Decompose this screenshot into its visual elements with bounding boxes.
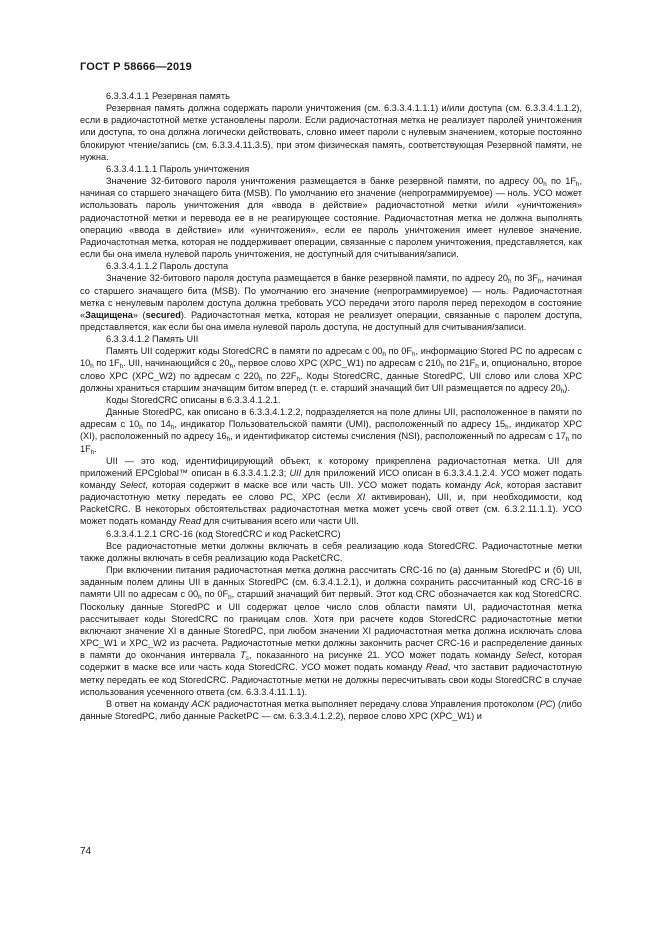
text-run: , и идентификатор системы счисления (NSI), расположенный по адресам с 17 — [230, 431, 566, 442]
text-run: по 0F — [385, 346, 412, 357]
text-run: и, опционально, второе слово XPC (XPC_W2) по адресам с 220 — [80, 358, 582, 381]
text-run: Select — [515, 650, 542, 661]
text-run: h — [139, 424, 143, 432]
text-run: UII — [289, 467, 302, 478]
text-run: h — [440, 363, 445, 371]
text-run: Все радиочастотные метки должны включать в себя реализацию кода StoredCRC. Радиочастотные метки также должны включать в себя реализацию кода PacketCRC. — [80, 540, 582, 563]
text-run: активирован), UII, и, при необходимости, код PacketCRC. В некоторых обстоятельствах радиочастотная метка может усечь свой ответ (см. 6.3.2.11.1.1). УСО может подать команду — [80, 492, 582, 527]
heading-crc16 — [80, 528, 582, 540]
text-run: h — [228, 594, 232, 602]
body-text — [80, 90, 582, 722]
heading-reserve-memory — [80, 90, 582, 102]
text-run: h — [170, 424, 175, 432]
paragraph — [80, 540, 582, 564]
text-run: » ( — [132, 309, 146, 320]
text-run: , старший значащий бит первый. Этот код CRC обозначается как код StoredCRC. Поскольку данные StoredPC и UII содержат целое число слов области памяти UI, радиочастотная метка рассчитывает коды StoredCRC по границам слов. Хотя при расчете кодов StoredCRC радиочастотные метки включают значение XI в данные StoredPC, при любом значении XI радиочастотная метка должна исключать слова XPC_W1 и XPC_W2 из расчета. Радиочастотные метки должны закончить расчет CRC-16 и распределение данных в памяти до окончания интервала — [80, 589, 582, 661]
text-run: по 22F — [262, 370, 297, 381]
text-run: h — [90, 448, 95, 456]
text-run: h — [475, 363, 479, 371]
text-run: 6.3.3.4.1.2.1 CRC-16 (код StoredCRC и код PacketCRC) — [106, 528, 341, 539]
paragraph — [80, 455, 582, 528]
text-run: , начиная со старшего значащего бита (MSB). По умолчанию его значение (непрограммируемое) — ноль. УСО может использовать пароль уничтожения для «ввода в действие» радиочастотной метки и/или «уничтожения» радиочастотной метки и перевода ее в не реагирующее состояние. Радиочастотная метка не должна выполнять операцию «ввода в действие» или «уничтожения», если ее пароль уничтожения имеет нулевое значение. Радиочастотная метка, которая не поддерживает операции, связанные с паролем уничтожения, представляется, как если бы она имела нулевой пароль уничтожения, не доступный для считывания/записи. — [80, 176, 582, 260]
paragraph — [80, 564, 582, 698]
text-run: . Коды StoredCRC, данные StoredPC, UII слово или слова XPC должны храниться старшим значащим битом вперед (т. е. старший значащий бит UII размещается по адресу 20 — [80, 370, 582, 393]
paragraph — [80, 394, 582, 406]
text-run: h — [565, 436, 570, 444]
text-run: по 21F — [444, 358, 476, 369]
text-run: , информацию Stored PC по адресам с 10 — [80, 346, 582, 369]
text-run: , которая заставит радиочастотную метку передать ее слово PC, XPC (если — [80, 480, 582, 503]
text-run: по 14 — [142, 419, 171, 430]
text-run: ). — [564, 382, 570, 393]
text-run: h — [119, 363, 124, 371]
text-run: Ack — [484, 480, 501, 490]
text-run: При включении питания радиочастотная метка должна рассчитать CRC-16 по (а) данным StoredPC и (б) UII, заданным полем длины UII в данных StoredPC (см. 6.3.4.1.2.1), и должна сохранить рассчитанный код CRC-16 в памяти UII по адресам с 00 — [80, 565, 582, 600]
text-run: PC — [539, 698, 553, 709]
text-run: , индикатор Пользовательской памяти (UMI), расположенный по адресу 15 — [174, 419, 506, 430]
text-run: h — [229, 363, 233, 371]
text-run: h — [543, 181, 547, 189]
text-run: Read — [425, 662, 448, 673]
text-run: Резервная память должна содержать пароли уничтожения (см. 6.3.3.4.1.1.1) и/или доступа (см. 6.3.3.4.1.1.2), если в радиочастотной метке установлены пароли. Если радиочастотная метка не реализует паролей уничтожения или доступа, то она должна логически действовать, словно имеет пароли с нулевым значением, которые постоянно блокируют чтение/запись (см. 6.3.3.4.11.3.5), при этом физическая память, соответствующая Резервной памяти, не нужна. — [80, 103, 582, 162]
text-run: h — [90, 363, 94, 371]
text-run: , которая содержит в маске все или часть кода StoredCRC. УСО может подать команду — [80, 650, 582, 673]
page-header-standard-id: ГОСТ Р 58666—2019 — [80, 61, 192, 73]
text-run: Коды StoredCRC описаны в 6.3.3.4.1.2.1. — [106, 394, 281, 405]
text-run: для приложений ИСО описан в 6.3.3.4.1.2.4. УСО может подать команду — [80, 467, 582, 490]
text-run: T — [240, 650, 246, 661]
paragraph — [80, 406, 582, 455]
text-run: secured — [145, 309, 181, 320]
text-run: , которая содержит в маске все или часть UII. УСО может подать команду — [145, 480, 485, 490]
text-run: h — [198, 594, 202, 602]
text-run: . UII, начинающийся с 20 — [123, 358, 230, 369]
text-run: ) (либо данные StoredPC, либо данные PacketPC — см. 6.3.3.4.1.2.2), первое слово XPC (XPC_W1) и — [80, 698, 582, 721]
text-run: по 3F — [511, 273, 538, 284]
heading-uii-memory — [80, 333, 582, 345]
text-run: Значение 32-битового пароля доступа размещается в банке резервной памяти, по адресу 20 — [106, 273, 508, 284]
text-run: h — [507, 278, 512, 286]
text-run: XI — [356, 492, 366, 503]
text-run: Данные StoredPC, как описано в 6.3.3.4.1.2.2, подразделяется на поле длины UII, расположенное в памяти по адресам с 10 — [80, 407, 582, 430]
heading-kill-password — [80, 163, 582, 175]
text-run: , что заставит радиочастотную метку передать ее код StoredCRC. Радиочастотные метки не должны пересчитывать свои коды StoredCRC в случае использования усеченного ответа (см. 6.3.3.4.11.1.1). — [80, 662, 582, 697]
text-run: h — [296, 375, 301, 383]
text-run: h — [560, 387, 565, 395]
text-run: по 0F — [201, 589, 229, 600]
text-run: s — [245, 655, 249, 663]
text-run: Значение 32-битового пароля уничтожения размещается в банке резервной памяти, по адресу 00 — [106, 176, 544, 187]
text-run: h — [411, 351, 416, 359]
text-run: Read — [178, 516, 201, 527]
text-run: ). Радиочастотная метка, которая не реализует операции, связанные с паролем доступа, представляется, как если бы она имела нулевой пароль доступа, не доступный для считывания/записи. — [80, 309, 582, 332]
text-run: радиочастотная метка выполняет передачу слова Управления протоколом ( — [210, 698, 540, 709]
text-run: , индикатор XPC (XI), расположенный по адресу 16 — [80, 419, 582, 442]
text-run: UII — это код, идентифицирующий объект, к которому прикреплена радиочастотная метка. UII для приложений EPCglobal™ описан в 6.3.3.4.1.2.3; — [80, 455, 582, 478]
text-run: по 1F — [80, 431, 582, 454]
text-run: Защищена — [85, 309, 133, 320]
paragraph — [80, 102, 582, 163]
text-run: по 1F — [546, 176, 576, 187]
text-run: по 1F — [93, 358, 120, 369]
text-run: h — [382, 351, 386, 359]
text-run: 6.3.3.4.1.1.2 Пароль доступа — [106, 261, 229, 272]
text-run: , начиная со старшего значащего бита (MSB). По умолчанию его значение (непрограммируемое) — ноль. Радиочастотная метка с ненулевым паролем доступа должна требовать УСО передачи этого пароля перед переходом в состояние « — [80, 273, 582, 320]
text-run: h — [258, 375, 263, 383]
paragraph — [80, 345, 582, 394]
page-number: 74 — [80, 846, 92, 857]
text-run: 6.3.3.4.1.1 Резервная память — [106, 91, 230, 101]
text-run: 6.3.3.4.1.2 Память UII — [106, 334, 199, 345]
text-run: , первое слово XPC (XPC_W1) по адресам с 210 — [232, 358, 441, 369]
text-run: . — [94, 443, 97, 454]
text-run: Select — [119, 480, 146, 490]
paragraph — [80, 272, 582, 333]
heading-access-password — [80, 260, 582, 272]
text-run: h — [538, 278, 542, 286]
text-run: , показанного на рисунке 21. УСО может подать команду — [248, 650, 516, 661]
text-run: h — [226, 436, 231, 444]
text-run: 6.3.3.4.1.1.1 Пароль уничтожения — [106, 163, 250, 174]
text-run: Память UII содержит коды StoredCRC в памяти по адресам с 00 — [106, 346, 383, 357]
text-run: h — [505, 424, 509, 432]
paragraph — [80, 698, 582, 722]
text-run: В ответ на команду — [106, 698, 192, 709]
paragraph — [80, 175, 582, 260]
text-run: h — [575, 181, 580, 189]
text-run: для считывания всего или части UII. — [200, 516, 359, 527]
text-run: ACK — [191, 698, 211, 709]
